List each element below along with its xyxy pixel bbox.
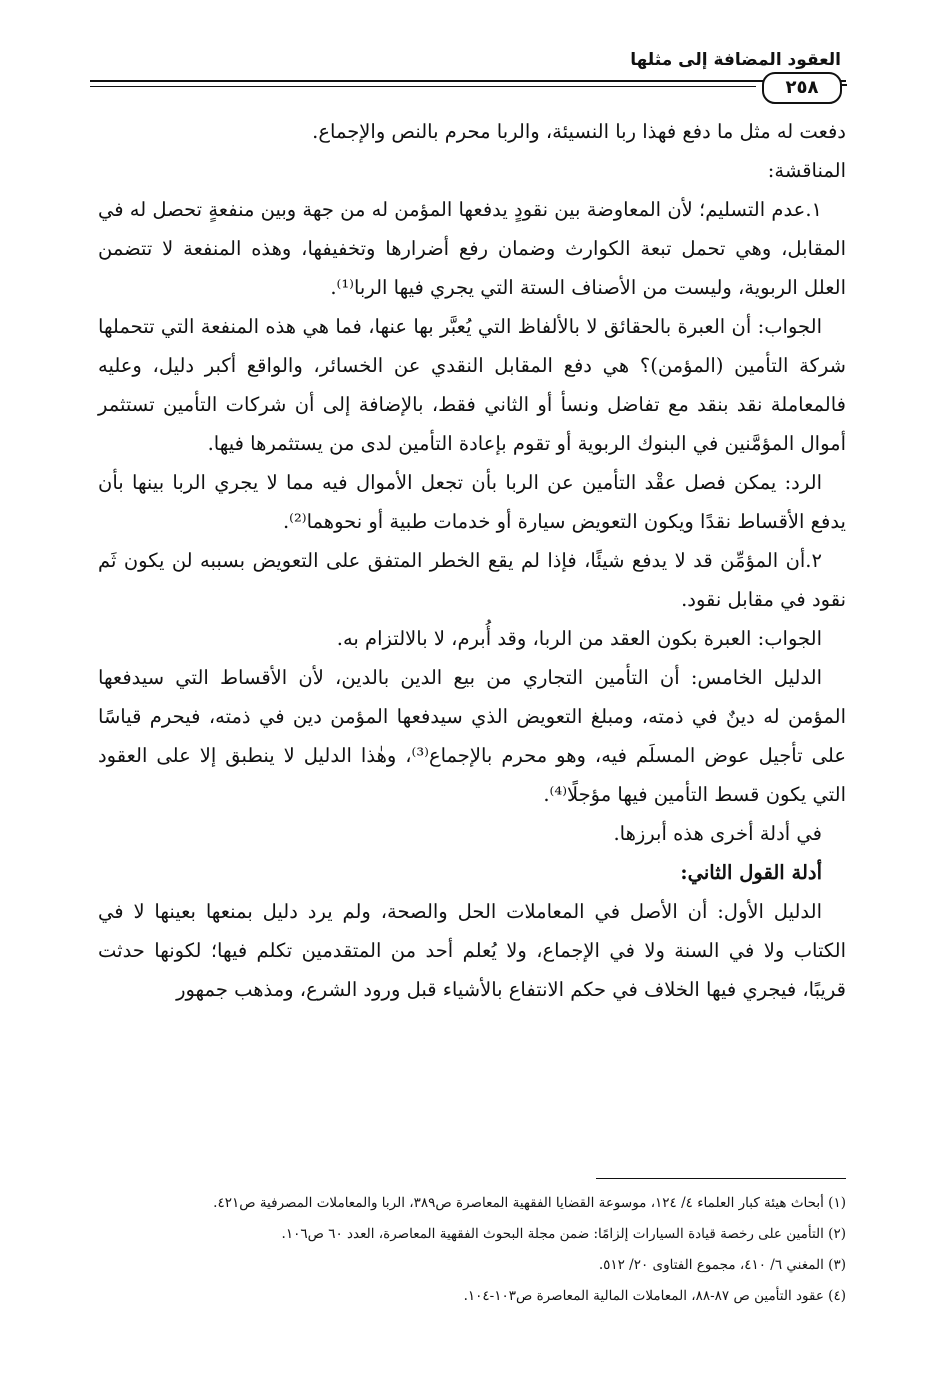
footnote: (١) أبحاث هيئة كبار العلماء ٤/ ١٢٤، موسوعة القضايا الفقهية المعاصرة ص٣٨٩، الربا والمعاملات المصرفية ص٤٢١. xyxy=(213,1195,846,1211)
paragraph: الرد: يمكن فصل عقْد التأمين عن الربا بأن تجعل الأموال فيه مما لا يجري الربا بينها بأن يدفع الأقساط نقدًا ويكون التعويض سيارة أو خدمات طبية أو نحوهما⁽²⁾. xyxy=(98,471,846,533)
footnote: (٤) عقود التأمين ص ٨٧-٨٨، المعاملات المالية المعاصرة ص١٠٣-١٠٤. xyxy=(463,1288,846,1304)
paragraph: الدليل الأول: أن الأصل في المعاملات الحل والصحة، ولم يرد دليل بمنعها بعينها لا في الكتاب ولا في السنة ولا في الإجماع، ولا يُعلم أحد من المتقدمين تكلم فيها؛ لكونها حدثت قريبًا، فيجري فيها الخلاف في حكم الانتفاع بالأشياء قبل ورود الشرع، ومذهب جمهور xyxy=(98,900,846,1001)
paragraph: الجواب: أن العبرة بالحقائق لا بالألفاظ التي يُعبَّر بها عنها، فما هي هذه المنفعة التي تتحملها شركة التأمين (المؤمن)؟ هي دفع المقابل النقدي عن الخسائر، والواقع أكبر دليل، وعليه فالمعاملة نقد بنقد مع تفاضل ونسأ أو الثاني فقط، بالإضافة إلى أن شركات التأمين تستثمر أموال المؤمَّنين في البنوك الربوية أو تقوم بإعادة التأمين لدى من يستثمرها فيها. xyxy=(98,315,846,455)
paragraph: في أدلة أخرى هذه أبرزها. xyxy=(613,822,822,845)
paragraph: دفعت له مثل ما دفع فهذا ربا النسيئة، والربا محرم بالنص والإجماع. xyxy=(312,120,846,143)
running-header-title: العقود المضافة إلى مثلها xyxy=(630,50,841,70)
paragraph: الجواب: العبرة بكون العقد من الربا، وقد أُبرم، لا بالالتزام به. xyxy=(336,627,822,650)
paragraph: ٢.أن المؤمِّن قد لا يدفع شيئًا، فإذا لم يقع الخطر المتفق على التعويض بسببه لن يكون ثَم نقود في مقابل نقود. xyxy=(98,549,846,611)
section-label: المناقشة: xyxy=(767,159,846,182)
main-text xyxy=(98,112,846,1009)
footnote: (٢) التأمين على رخصة قيادة السيارات إلزامًا: ضمن مجلة البحوث الفقهية المعاصرة، العدد ٦٠ ص١٠٦. xyxy=(281,1226,846,1242)
footnote-separator xyxy=(596,1178,846,1179)
header-rule-top xyxy=(90,80,846,82)
footnotes xyxy=(98,1188,846,1312)
footnote: (٣) المغني ٦/ ٤١٠، مجموع الفتاوى ٢٠/ ٥١٢. xyxy=(598,1257,846,1273)
paragraph: ١.عدم التسليم؛ لأن المعاوضة بين نقودٍ يدفعها المؤمن له من جهة وبين منفعةٍ تحصل له في المقابل، وهي تحمل تبعة الكوارث وضمان رفع أضرارها وتخفيفها، وهذه المنفعة لا تتضمن العلل الربوية، وليست من الأصناف الستة التي يجري فيها الربا⁽¹⁾. xyxy=(98,198,846,299)
paragraph: الدليل الخامس: أن التأمين التجاري من بيع الدين بالدين، لأن الأقساط التي سيدفعها المؤمن له دينٌ في ذمته، ومبلغ التعويض الذي سيدفعها المؤمن دين في ذمته، فيحرم قياسًا على تأجيل عوض المسلَم فيه، وهو محرم بالإجماع⁽³⁾، وهٰذا الدليل لا ينطبق إلا على العقود التي يكون قسط التأمين فيها مؤجلًا⁽⁴⁾. xyxy=(98,666,846,806)
header-rule-bottom xyxy=(90,86,756,87)
page-number: ٢٥٨ xyxy=(762,72,842,104)
section-heading: أدلة القول الثاني: xyxy=(680,861,822,884)
